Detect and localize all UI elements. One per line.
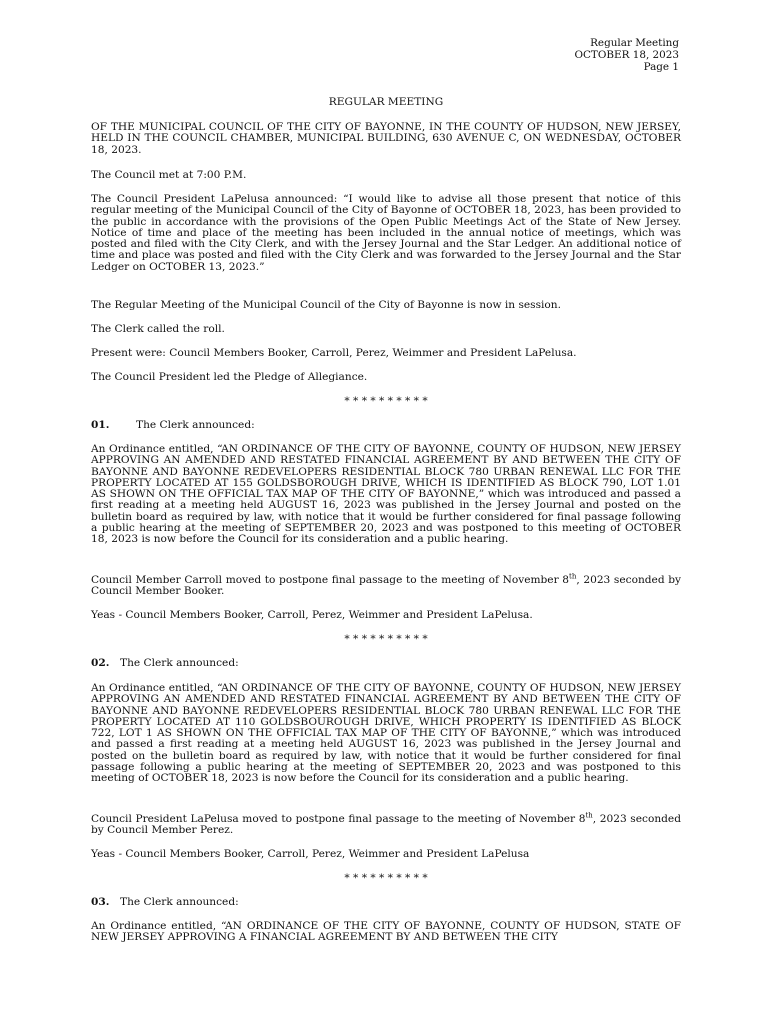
item-vote: Yeas - Council Members Booker, Carroll, Perez, Weimmer and President LaPelusa — [91, 848, 530, 860]
item-ordinance-text: An Ordinance entitled, “AN ORDINANCE OF THE CITY OF BAYONNE, COUNTY OF HUDSON, NEW JERSEY APPROVING AN AMENDED AND RESTATED FINANCIAL AGREEMENT BY AND BETWEEN THE CITY OF BAYONNE AND BAYONNE REDEVELOPERS RESIDENTIAL BLOCK 780 URBAN RENEWAL LLC FOR THE PROPERTY LOCATED AT 110 GOLDSBOUROUGH DRIVE, WHICH PROPERTY IS IDENTIFIED AS BLOCK 722, LOT 1 AS SHOWN ON THE OFFICIAL TAX MAP OF THE CITY OF BAYONNE,” which was introduced and passed a first reading at a meeting held AUGUST 16, 2023 was published in the Jersey Journal and posted on the bulletin board as required by law, with notice that it would be further considered for final passage following a public hearing at the meeting of SEPTEMBER 20, 2023 and was postponed to this meeting of OCTOBER 18, 2023 is now before the Council for its consideration and a public hearing. — [91, 682, 681, 785]
roll-call-paragraph: The Clerk called the roll. — [91, 323, 225, 335]
item-motion: Council President LaPelusa moved to postpone final passage to the meeting of November 8th, 2023 seconded by Council Member Perez. — [91, 811, 681, 837]
header-page-number: Page 1 — [643, 61, 679, 73]
item-number: 02. — [91, 657, 110, 669]
page-header — [574, 37, 679, 73]
item-ordinance-text: An Ordinance entitled, “AN ORDINANCE OF THE CITY OF BAYONNE, COUNTY OF HUDSON, STATE OF NEW JERSEY APPROVING A FINANCIAL AGREEMENT BY AND BETWEEN THE CITY — [91, 920, 681, 944]
in-session-paragraph: The Regular Meeting of the Municipal Council of the City of Bayonne is now in session. — [91, 299, 561, 311]
item-number: 01. — [91, 419, 110, 431]
item-announced: The Clerk announced: — [120, 896, 239, 908]
item-heading — [91, 420, 681, 431]
header-meeting-type: Regular Meeting — [590, 37, 679, 49]
header-date: OCTOBER 18, 2023 — [574, 49, 679, 61]
item-number: 03. — [91, 896, 110, 908]
separator: * * * * * * * * * * — [344, 633, 428, 645]
item-ordinance-text: An Ordinance entitled, “AN ORDINANCE OF THE CITY OF BAYONNE, COUNTY OF HUDSON, NEW JERSEY APPROVING AN AMENDED AND RESTATED FINANCIAL AGREEMENT BY AND BETWEEN THE CITY OF BAYONNE AND BAYONNE REDEVELOPERS RESIDENTIAL BLOCK 780 URBAN RENEWAL LLC FOR THE PROPERTY LOCATED AT 155 GOLDSBOROUGH DRIVE, WHICH IS IDENTIFIED AS BLOCK 790, LOT 1.01 AS SHOWN ON THE OFFICIAL TAX MAP OF THE CITY OF BAYONNE,” which was introduced and passed a first reading at a meeting held AUGUST 16, 2023 was published in the Jersey Journal and posted on the bulletin board as required by law, with notice that it would be further considered for final passage following a public hearing at the meeting of SEPTEMBER 20, 2023 and was postponed to this meeting of OCTOBER 18, 2023 is now before the Council for its consideration and a public hearing. — [91, 443, 681, 546]
separator: * * * * * * * * * * — [344, 395, 428, 407]
council-met-paragraph: The Council met at 7:00 P.M. — [91, 169, 247, 181]
present-paragraph: Present were: Council Members Booker, Carroll, Perez, Weimmer and President LaPelusa. — [91, 347, 577, 359]
pledge-paragraph: The Council President led the Pledge of Allegiance. — [91, 371, 368, 383]
document-title: REGULAR MEETING — [328, 96, 444, 108]
item-motion: Council Member Carroll moved to postpone final passage to the meeting of November 8th, 2023 seconded by Council Member Booker. — [91, 572, 681, 598]
item-announced: The Clerk announced: — [136, 419, 255, 431]
separator: * * * * * * * * * * — [344, 872, 428, 884]
item-heading — [91, 658, 681, 669]
intro-paragraph: OF THE MUNICIPAL COUNCIL OF THE CITY OF BAYONNE, IN THE COUNTY OF HUDSON, NEW JERSEY, HELD IN THE COUNCIL CHAMBER, MUNICIPAL BUILDING, 630 AVENUE C, ON WEDNESDAY, OCTOBER 18, 2023. — [91, 121, 681, 156]
item-heading — [91, 897, 681, 908]
item-vote: Yeas - Council Members Booker, Carroll, Perez, Weimmer and President LaPelusa. — [91, 609, 533, 621]
announcement-paragraph: The Council President LaPelusa announced: “I would like to advise all those present that notice of this regular meeting of the Municipal Council of the City of Bayonne of OCTOBER 18, 2023, has been provided to the public in accordance with the provisions of the Open Public Meetings Act of the State of New Jersey. Notice of time and place of the meeting has been included in the annual notice of meetings, which was posted and filed with the City Clerk, and with the Jersey Journal and the Star Ledger. An additional notice of time and place was posted and filed with the City Clerk and was forwarded to the Jersey Journal and the Star Ledger on OCTOBER 13, 2023.” — [91, 193, 681, 273]
item-announced: The Clerk announced: — [120, 657, 239, 669]
